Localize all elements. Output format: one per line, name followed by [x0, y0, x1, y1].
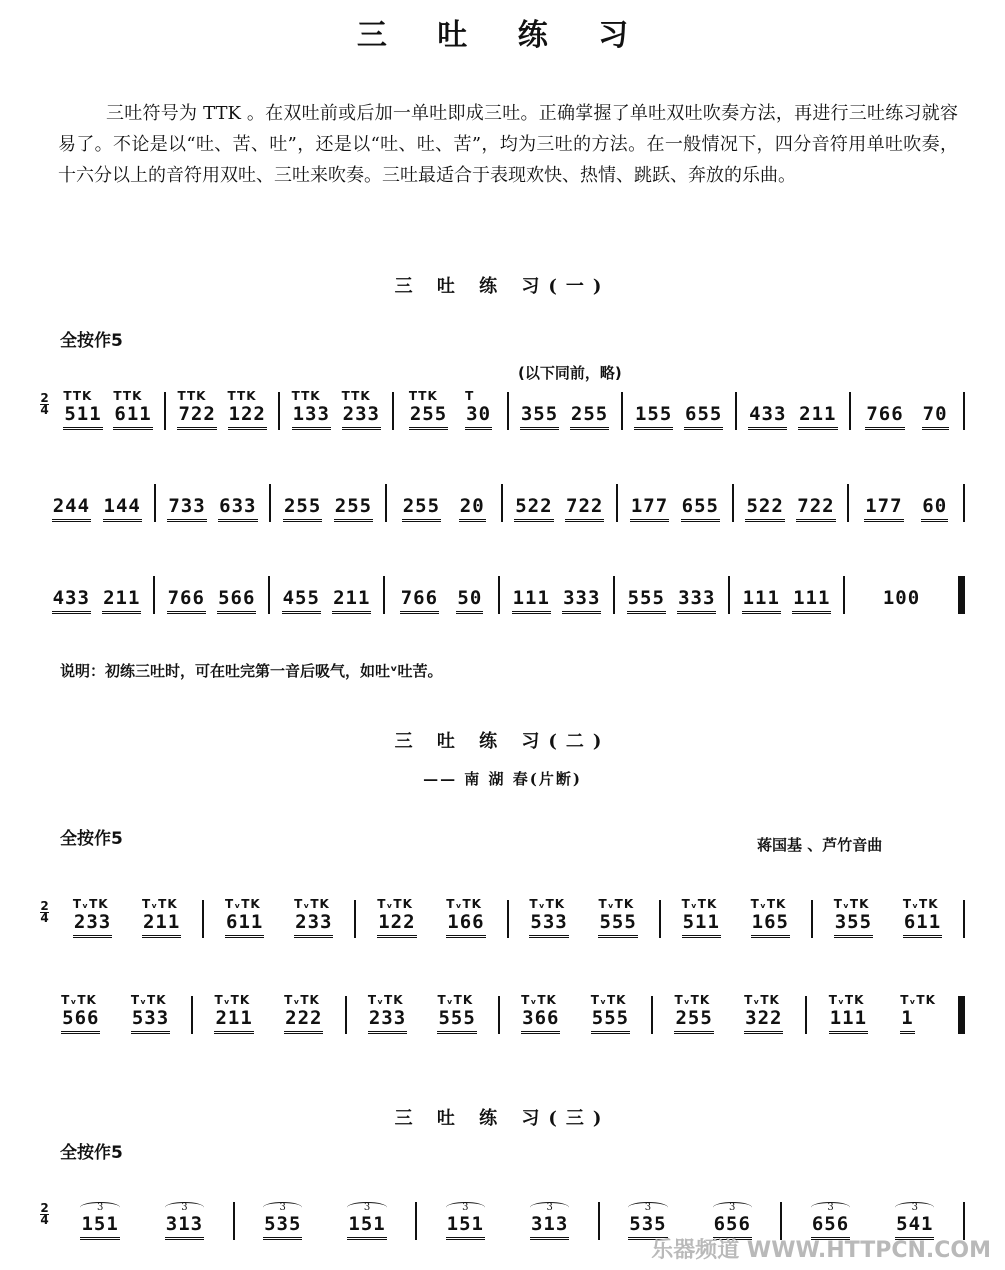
tonguing-mark: TᵥTK [590, 993, 627, 1007]
exercise-1-staff [40, 370, 965, 646]
triplet-mark: 3 [446, 1202, 485, 1213]
note-digits: 151 [347, 1213, 386, 1240]
measure [40, 587, 153, 614]
note-group [751, 897, 790, 938]
measure [807, 993, 958, 1034]
note-group [627, 587, 666, 614]
measure [40, 993, 191, 1034]
measure [813, 897, 963, 938]
note-group [334, 495, 373, 522]
staff-row [40, 974, 965, 1034]
note-digits: 433 [748, 403, 787, 430]
measure [849, 495, 963, 522]
tonguing-mark: TᵥTK [446, 897, 482, 911]
note-group [742, 587, 781, 614]
tonguing-mark: TᵥTK [437, 993, 474, 1007]
barline [963, 392, 965, 430]
note-group [347, 1202, 386, 1240]
note-group [368, 993, 407, 1034]
note-digits: 656 [811, 1213, 850, 1240]
tonguing-mark: T [465, 389, 475, 403]
note-group [332, 587, 371, 614]
note-digits: 555 [437, 1007, 476, 1034]
measure [509, 403, 621, 430]
triplet-mark: 3 [347, 1202, 386, 1213]
site-watermark: 乐器频道 WWW.HTTPCN.COM [651, 1238, 991, 1263]
note-digits: 611 [903, 911, 942, 938]
note-group [63, 389, 102, 430]
measure [387, 495, 501, 522]
note-group [446, 1202, 485, 1240]
tonguing-mark: TTK [177, 389, 207, 403]
note-group [217, 587, 256, 614]
note-digits: 555 [627, 587, 666, 614]
note-group [437, 993, 476, 1034]
exercise-3-staff [40, 1180, 965, 1240]
note-group [630, 495, 669, 522]
tonguing-mark: TᵥTK [214, 993, 251, 1007]
tonguing-mark: TᵥTK [681, 897, 718, 911]
note-group [292, 389, 331, 430]
measure [193, 993, 344, 1034]
note-group [634, 403, 673, 430]
note-group [167, 587, 206, 614]
note-group [798, 403, 837, 430]
note-group [409, 389, 448, 430]
note-group [864, 495, 903, 522]
time-bottom: 4 [40, 911, 49, 925]
tonguing-mark: TᵥTK [61, 993, 97, 1007]
measure [394, 389, 506, 430]
note-digits: 122 [228, 403, 267, 430]
note-group [113, 389, 152, 430]
note-digits: 60 [921, 495, 948, 522]
note-digits: 366 [521, 1007, 560, 1034]
note-group [745, 495, 784, 522]
measure [166, 389, 278, 430]
note-group [446, 897, 485, 938]
exercise-1-annotation: (以下同前，略) [518, 364, 622, 382]
note-group [530, 1202, 569, 1240]
measure [737, 403, 849, 430]
measure [618, 495, 732, 522]
note-digits: 233 [294, 911, 333, 938]
note-digits: 100 [882, 587, 921, 609]
measure [204, 897, 354, 938]
staff-row [40, 554, 965, 614]
note-digits: 111 [792, 587, 831, 614]
note-digits: 555 [591, 1007, 630, 1034]
note-group [218, 495, 257, 522]
note-group [529, 897, 568, 938]
note-group [263, 1202, 302, 1240]
time-top: 2 [40, 391, 49, 405]
note-group [459, 495, 486, 522]
note-digits: 155 [634, 403, 673, 430]
measure [851, 403, 963, 430]
exercise-2-composer: 蒋国基 、芦竹音曲 [757, 836, 883, 854]
note-group [283, 495, 322, 522]
staff-row [40, 878, 965, 938]
triplet-mark: 3 [628, 1202, 667, 1213]
note-group [73, 897, 112, 938]
note-group [225, 897, 264, 938]
note-group [52, 495, 91, 522]
tonguing-mark: TTK [113, 389, 143, 403]
tonguing-mark: TᵥTK [521, 993, 557, 1007]
note-digits: 511 [682, 911, 721, 938]
barline [963, 484, 965, 522]
triplet-mark: 3 [80, 1202, 119, 1213]
staff-row [40, 462, 965, 522]
note-digits: 655 [681, 495, 720, 522]
note-digits: 30 [465, 403, 492, 430]
note-digits: 20 [459, 495, 486, 522]
page-title: 三 吐 练 习 [356, 18, 649, 53]
note-group [102, 587, 141, 614]
tonguing-mark: TᵥTK [294, 897, 330, 911]
measure [52, 389, 164, 430]
note-group [465, 389, 492, 430]
tonguing-mark: TᵥTK [902, 897, 939, 911]
note-digits: 255 [570, 403, 609, 430]
tonguing-mark: TᵥTK [377, 897, 413, 911]
note-digits: 333 [562, 587, 601, 614]
note-group [512, 587, 551, 614]
note-digits: 211 [332, 587, 371, 614]
tonguing-mark: TᵥTK [744, 993, 780, 1007]
note-digits: 133 [292, 403, 331, 430]
triplet-mark: 3 [713, 1202, 752, 1213]
note-group [400, 587, 439, 614]
note-digits: 535 [263, 1213, 302, 1240]
note-digits: 111 [742, 587, 781, 614]
note-digits: 255 [674, 1007, 713, 1034]
barline [963, 900, 965, 938]
measure [734, 495, 848, 522]
note-digits: 733 [167, 495, 206, 522]
note-group [829, 993, 868, 1034]
note-digits: 211 [102, 587, 141, 614]
note-digits: 222 [284, 1007, 323, 1034]
note-digits: 255 [283, 495, 322, 522]
exercise-3-title: 三 吐 练 习(三) [394, 1108, 611, 1129]
note-digits: 244 [52, 495, 91, 522]
time-signature [40, 901, 49, 938]
note-digits: 555 [598, 911, 637, 938]
measure [280, 389, 392, 430]
note-group [792, 587, 831, 614]
note-group [294, 897, 333, 938]
note-group [900, 993, 936, 1034]
note-digits: 533 [529, 911, 568, 938]
note-digits: 313 [165, 1213, 204, 1240]
note-digits: 122 [377, 911, 416, 938]
note-group [177, 389, 216, 430]
time-top: 2 [40, 1201, 49, 1215]
note-digits: 655 [684, 403, 723, 430]
note-group [521, 993, 560, 1034]
note-digits: 511 [63, 403, 102, 430]
note-digits: 522 [745, 495, 784, 522]
note-group [402, 495, 441, 522]
note-digits: 255 [402, 495, 441, 522]
note-group [214, 993, 253, 1034]
note-digits: 233 [368, 1007, 407, 1034]
note-group [520, 403, 559, 430]
note-digits: 233 [73, 911, 112, 938]
note-digits: 722 [177, 403, 216, 430]
tonguing-mark: TTK [408, 389, 438, 403]
note-group [865, 403, 904, 430]
tonguing-mark: TᵥTK [225, 897, 261, 911]
measure [661, 897, 811, 938]
note-digits: 433 [52, 587, 91, 614]
intro-paragraph: 三吐符号为 TTK 。在双吐前或后加一单吐即成三吐。正确掌握了单吐双吐吹奏方法，再进行三吐练习就容易了。不论是以“吐、苦、吐”，还是以“吐、吐、苦”，均为三吐的方法。在一般情况下，四分音符用单吐吹奏，十六分以上的音符用双吐、三吐来吹奏。三吐最适合于表现欢快、热情、跳跃、奔放的乐曲。 [58, 103, 958, 186]
note-digits: 151 [80, 1213, 119, 1240]
note-group [228, 389, 267, 430]
note-digits: 151 [446, 1213, 485, 1240]
note-digits: 50 [456, 587, 483, 614]
measure [235, 1202, 416, 1240]
note-group [903, 897, 942, 938]
note-digits: 766 [400, 587, 439, 614]
measure [356, 897, 506, 938]
note-group [882, 587, 921, 614]
note-group [61, 993, 100, 1034]
exercise-2-staff [40, 878, 965, 1070]
note-group [748, 403, 787, 430]
tonguing-mark: TᵥTK [367, 993, 404, 1007]
tonguing-mark: TᵥTK [900, 993, 936, 1007]
note-digits: 177 [864, 495, 903, 522]
measure [500, 587, 613, 614]
note-digits: 355 [520, 403, 559, 430]
triplet-mark: 3 [263, 1202, 302, 1213]
time-bottom: 4 [40, 403, 49, 417]
time-signature [40, 1203, 49, 1240]
tonguing-mark: TTK [341, 389, 371, 403]
measure [347, 993, 498, 1034]
note-digits: 656 [713, 1213, 752, 1240]
note-digits: 533 [131, 1007, 170, 1034]
tonguing-mark: TᵥTK [141, 897, 178, 911]
note-digits: 322 [744, 1007, 783, 1034]
staff-row [40, 370, 965, 430]
note-digits: 144 [103, 495, 142, 522]
note-group [80, 1202, 119, 1240]
note-group [131, 993, 170, 1034]
exercise-3-key: 全按作5 [60, 1143, 123, 1163]
note-group [565, 495, 604, 522]
note-group [342, 389, 381, 430]
measure [653, 993, 804, 1034]
note-digits: 111 [829, 1007, 868, 1034]
tonguing-mark: TᵥTK [828, 993, 865, 1007]
note-digits: 211 [798, 403, 837, 430]
measure [40, 495, 154, 522]
note-group [142, 897, 181, 938]
tonguing-mark: TᵥTK [72, 897, 109, 911]
measure [155, 587, 268, 614]
note-group [377, 897, 416, 938]
measure [156, 495, 270, 522]
note-group [570, 403, 609, 430]
time-top: 2 [40, 899, 49, 913]
note-digits: 766 [865, 403, 904, 430]
tonguing-mark: TᵥTK [674, 993, 711, 1007]
note-group [684, 403, 723, 430]
note-group [284, 993, 323, 1034]
measure [385, 587, 498, 614]
final-barline [958, 996, 965, 1034]
tonguing-mark: TᵥTK [598, 897, 635, 911]
note-digits: 166 [446, 911, 485, 938]
tonguing-mark: TᵥTK [130, 993, 167, 1007]
note-digits: 566 [217, 587, 256, 614]
note-digits: 722 [796, 495, 835, 522]
measure [845, 587, 958, 614]
tonguing-mark: TᵥTK [529, 897, 566, 911]
exercise-1-title: 三 吐 练 习(一) [394, 276, 611, 297]
note-group [562, 587, 601, 614]
note-digits: 255 [334, 495, 373, 522]
final-barline [958, 576, 965, 614]
note-digits: 611 [113, 403, 152, 430]
note-digits: 313 [530, 1213, 569, 1240]
note-group [744, 993, 783, 1034]
triplet-mark: 3 [811, 1202, 850, 1213]
note-group [834, 897, 873, 938]
tonguing-mark: TTK [227, 389, 257, 403]
note-digits: 211 [214, 1007, 253, 1034]
measure [615, 587, 728, 614]
note-digits: 455 [282, 587, 321, 614]
note-digits: 535 [628, 1213, 667, 1240]
note-digits: 355 [834, 911, 873, 938]
measure [623, 403, 735, 430]
tonguing-mark: TᵥTK [750, 897, 787, 911]
staff-row [40, 1180, 965, 1240]
measure [730, 587, 843, 614]
note-group [514, 495, 553, 522]
note-group [282, 587, 321, 614]
triplet-mark: 3 [895, 1202, 934, 1213]
note-group [674, 993, 713, 1034]
note-group [165, 1202, 204, 1240]
time-bottom: 4 [40, 1213, 49, 1227]
note-group [103, 495, 142, 522]
tonguing-mark: TTK [63, 389, 93, 403]
measure [52, 1202, 233, 1240]
measure [52, 897, 202, 938]
exercise-2-title: 三 吐 练 习(二) [394, 731, 611, 752]
note-group [682, 897, 721, 938]
note-digits: 1 [900, 1007, 914, 1034]
measure [509, 897, 659, 938]
note-digits: 566 [61, 1007, 100, 1034]
tonguing-mark: TTK [291, 389, 321, 403]
measure [417, 1202, 598, 1240]
note-group [456, 587, 483, 614]
note-digits: 233 [342, 403, 381, 430]
tonguing-mark: TᵥTK [833, 897, 870, 911]
note-group [796, 495, 835, 522]
note-group [591, 993, 630, 1034]
note-digits: 333 [677, 587, 716, 614]
exercise-2-subtitle: —— 南 湖 春(片断) [423, 770, 582, 788]
note-digits: 255 [409, 403, 448, 430]
note-digits: 165 [751, 911, 790, 938]
note-digits: 722 [565, 495, 604, 522]
tonguing-mark: TᵥTK [284, 993, 320, 1007]
note-digits: 211 [142, 911, 181, 938]
time-signature [40, 393, 49, 430]
note-digits: 522 [514, 495, 553, 522]
note-digits: 70 [922, 403, 949, 430]
note-group [52, 587, 91, 614]
note-group [922, 403, 949, 430]
note-digits: 111 [512, 587, 551, 614]
note-digits: 177 [630, 495, 669, 522]
note-group [681, 495, 720, 522]
exercise-2-key: 全按作5 [60, 829, 123, 849]
note-digits: 633 [218, 495, 257, 522]
note-digits: 611 [225, 911, 264, 938]
note-group [677, 587, 716, 614]
exercise-1-key: 全按作5 [60, 331, 123, 351]
triplet-mark: 3 [165, 1202, 204, 1213]
triplet-mark: 3 [530, 1202, 569, 1213]
note-group [167, 495, 206, 522]
exercise-1-breath-note: 说明：初练三吐时，可在吐完第一音后吸气，如吐ᵛ吐苦。 [60, 662, 443, 680]
note-group [598, 897, 637, 938]
measure [271, 495, 385, 522]
measure [503, 495, 617, 522]
note-group [921, 495, 948, 522]
measure [500, 993, 651, 1034]
note-digits: 541 [895, 1213, 934, 1240]
note-digits: 766 [167, 587, 206, 614]
measure [270, 587, 383, 614]
